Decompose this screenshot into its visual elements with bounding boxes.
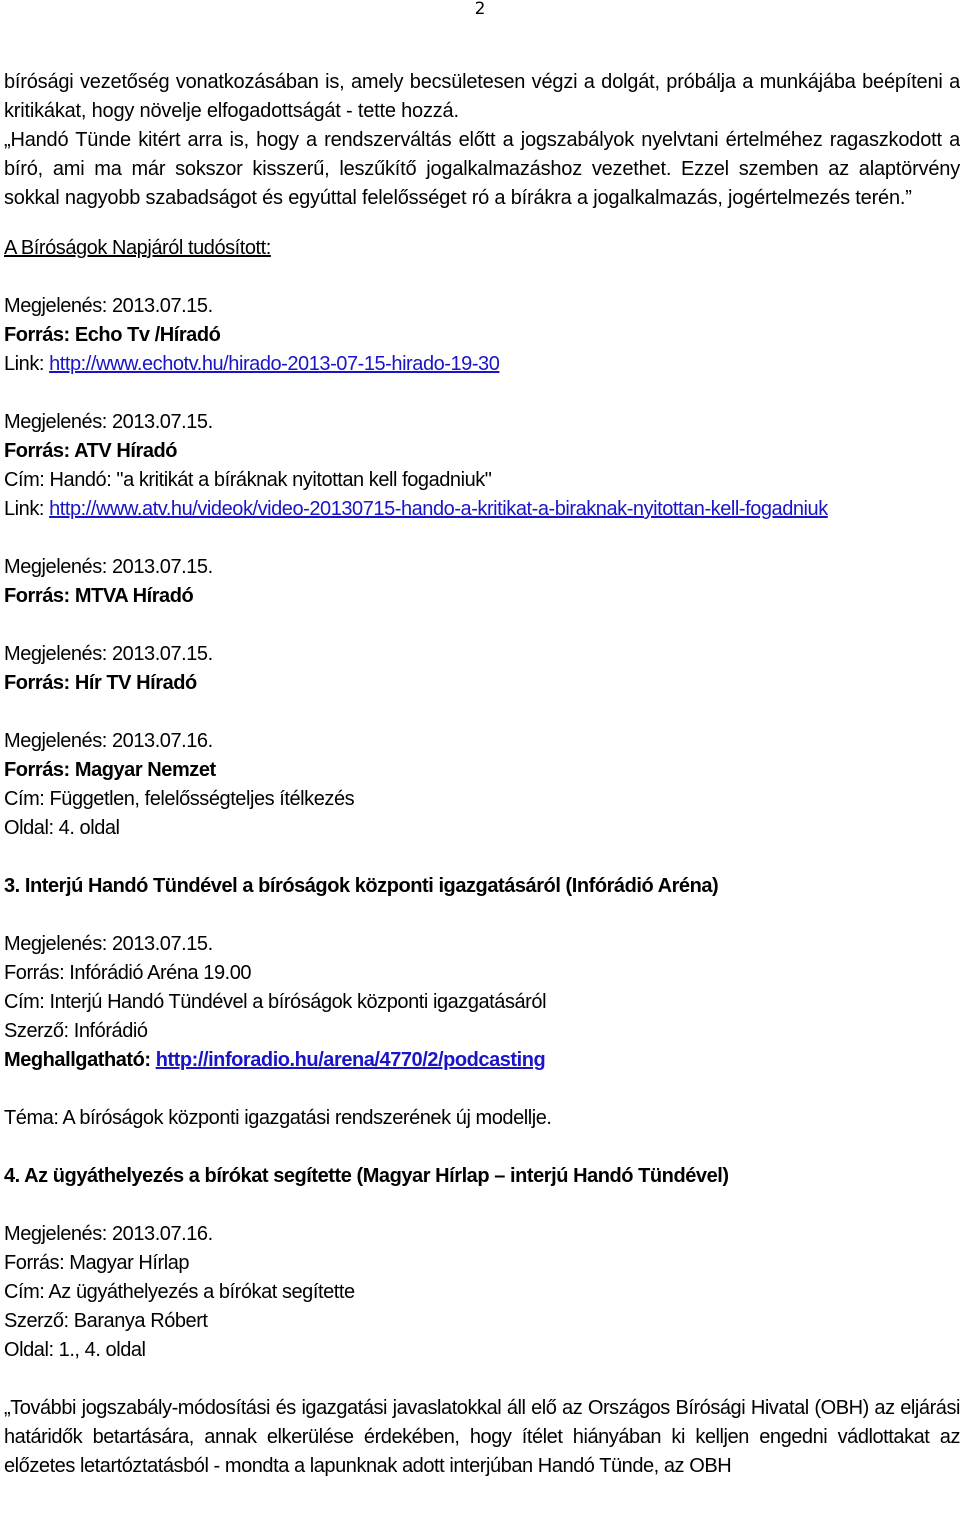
entry-date: Megjelenés: 2013.07.15. xyxy=(4,556,213,578)
entry-title: Cím: Független, felelősségteljes ítélkezés xyxy=(4,788,355,810)
entry-source: Forrás: ATV Híradó xyxy=(4,440,178,462)
entry-link-label: Link: xyxy=(4,498,50,520)
entry-link-row xyxy=(4,495,960,524)
section-3-listen-row xyxy=(4,1046,960,1075)
section-4-author: Szerző: Baranya Róbert xyxy=(4,1310,208,1332)
section-4-quote: „További jogszabály-módosítási és igazgatási javaslatokkal áll elő az Országos Bírósági Hivatal (OBH) az eljárási határidők betartására, annak elkerülése érdekében, hogy ítélet hiányában ki kelljen engedni vádlottakat az előzetes letartóztatásból - mondta a lapunknak adott interjúban Handó Tünde, az OBH xyxy=(4,1397,960,1477)
entry-mtva xyxy=(4,553,960,611)
section-3-source: Forrás: Infórádió Aréna 19.00 xyxy=(4,962,252,984)
section-4-title: Cím: Az ügyáthelyezés a bírókat segítette xyxy=(4,1281,355,1303)
section-4-date: Megjelenés: 2013.07.16. xyxy=(4,1223,213,1245)
section-3-title: Cím: Interjú Handó Tündével a bíróságok központi igazgatásáról xyxy=(4,991,547,1013)
intro-paragraph-quote: „Handó Tünde kitért arra is, hogy a rendszerváltás előtt a jogszabályok nyelvtani értelméhez ragaszkodott a bíró, ami ma már sokszor kisszerű, leszűkítő jogalkalmazáshoz vezethet. Ezzel szemben az alaptörvény sokkal nagyobb szabadságot és egyúttal felelősséget ró a bírákra a jogalkalmazás, jogértelmezés terén.” xyxy=(4,129,960,209)
entry-echo-tv xyxy=(4,292,960,379)
page-content xyxy=(4,68,960,1481)
entry-link[interactable]: http://www.echotv.hu/hirado-2013-07-15-hirado-19-30 xyxy=(49,353,500,375)
intro-paragraph: bírósági vezetőség vonatkozásában is, amely becsületesen végzi a dolgát, próbálja a munkájába beépíteni a kritikákat, hogy növelje elfogadottságát - tette hozzá. xyxy=(4,71,960,122)
section-3-date: Megjelenés: 2013.07.15. xyxy=(4,933,213,955)
entry-magyar-nemzet xyxy=(4,727,960,843)
entry-page: Oldal: 4. oldal xyxy=(4,817,120,839)
entry-source: Forrás: Hír TV Híradó xyxy=(4,672,197,694)
section-3-listen-link[interactable]: http://inforadio.hu/arena/4770/2/podcasting xyxy=(155,1049,546,1071)
section-4-heading: 4. Az ügyáthelyezés a bírókat segítette (Magyar Hírlap – interjú Handó Tündével) xyxy=(4,1165,729,1187)
entry-date: Megjelenés: 2013.07.16. xyxy=(4,730,213,752)
section-3-author: Szerző: Infórádió xyxy=(4,1020,148,1042)
section-3 xyxy=(4,872,960,1133)
section-3-listen-label: Meghallgatható: xyxy=(4,1049,156,1071)
entry-link[interactable]: http://www.atv.hu/videok/video-20130715-hando-a-kritikat-a-biraknak-nyitottan-kell-fogadniuk xyxy=(49,498,828,520)
entry-atv xyxy=(4,408,960,524)
entry-source: Forrás: Magyar Nemzet xyxy=(4,759,216,781)
entry-title: Cím: Handó: "a kritikát a bíráknak nyitottan kell fogadniuk" xyxy=(4,469,492,491)
entry-date: Megjelenés: 2013.07.15. xyxy=(4,295,213,317)
page-number: 2 xyxy=(474,0,486,19)
section-4 xyxy=(4,1162,960,1481)
entry-date: Megjelenés: 2013.07.15. xyxy=(4,411,213,433)
entry-link-label: Link: xyxy=(4,353,50,375)
section-3-heading: 3. Interjú Handó Tündével a bíróságok központi igazgatásáról (Infórádió Aréna) xyxy=(4,875,719,897)
entry-link-row xyxy=(4,350,960,379)
section-4-page: Oldal: 1., 4. oldal xyxy=(4,1339,146,1361)
entry-hir-tv xyxy=(4,640,960,698)
section-3-topic: Téma: A bíróságok központi igazgatási rendszerének új modellje. xyxy=(4,1107,552,1129)
section-4-source: Forrás: Magyar Hírlap xyxy=(4,1252,190,1274)
entry-source: Forrás: Echo Tv /Híradó xyxy=(4,324,221,346)
entry-source: Forrás: MTVA Híradó xyxy=(4,585,194,607)
entry-date: Megjelenés: 2013.07.15. xyxy=(4,643,213,665)
section-heading: A Bíróságok Napjáról tudósított: xyxy=(4,237,271,259)
